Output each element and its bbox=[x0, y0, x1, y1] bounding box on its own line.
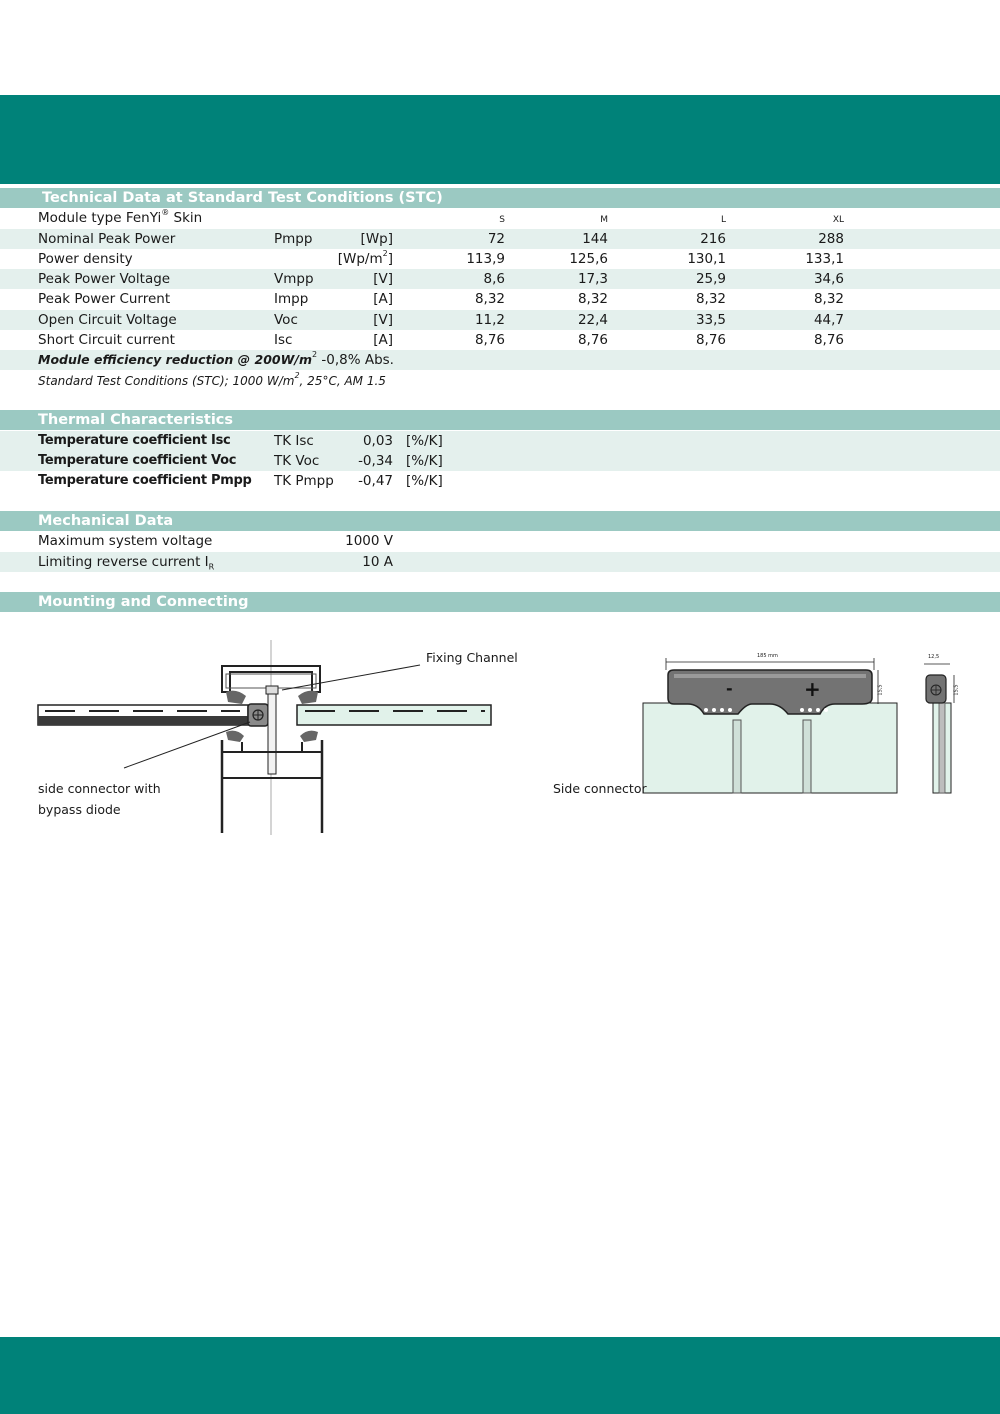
size-m: M bbox=[600, 215, 608, 225]
mechanical-section-header: Mechanical Data bbox=[0, 511, 1000, 531]
row-symbol: Pmpp bbox=[274, 231, 313, 247]
top-color-band bbox=[0, 95, 1000, 184]
row-label: Short Circuit current bbox=[38, 332, 175, 348]
row-label: Peak Power Current bbox=[38, 291, 171, 307]
row-label: Maximum system voltage bbox=[38, 533, 213, 549]
stc-note-row bbox=[0, 371, 1000, 391]
table-row bbox=[0, 330, 1000, 350]
row-unit: [%/K] bbox=[406, 473, 443, 489]
row-label: Nominal Peak Power bbox=[38, 231, 176, 247]
value-xl: 8,76 bbox=[813, 332, 844, 348]
mounting-section-header: Mounting and Connecting bbox=[0, 592, 1000, 612]
dimension-depth-label: 12,5 bbox=[928, 654, 940, 660]
row-symbol: TK Isc bbox=[274, 433, 314, 449]
value-m: 17,3 bbox=[577, 271, 608, 287]
value-l: 8,76 bbox=[695, 332, 726, 348]
value-xl: 34,6 bbox=[813, 271, 844, 287]
row-value: 0,03 bbox=[362, 433, 393, 449]
row-value: 10 A bbox=[362, 554, 393, 570]
value-s: 8,6 bbox=[483, 271, 505, 287]
side-connector-diode-label-1: side connector with bbox=[38, 781, 161, 796]
row-unit: [A] bbox=[373, 291, 393, 307]
row-label: Temperature coefficient Pmpp bbox=[38, 473, 252, 488]
value-m: 22,4 bbox=[577, 312, 608, 328]
value-l: 130,1 bbox=[687, 251, 726, 267]
minus-terminal-icon: - bbox=[726, 679, 733, 698]
value-m: 125,6 bbox=[569, 251, 608, 267]
table-row bbox=[0, 531, 1000, 551]
side-connector-drawing bbox=[630, 650, 970, 800]
value-l: 33,5 bbox=[695, 312, 726, 328]
efficiency-row bbox=[0, 350, 1000, 370]
dimension-width-label: 185 mm bbox=[757, 653, 778, 659]
row-value: -0,47 bbox=[358, 473, 393, 489]
module-type-label: Module type FenYi® Skin bbox=[38, 208, 203, 226]
size-s: S bbox=[499, 215, 505, 225]
row-unit: [A] bbox=[373, 332, 393, 348]
size-l: L bbox=[720, 215, 726, 225]
row-label: Limiting reverse current $I_R$ bbox=[38, 554, 215, 572]
plus-terminal-icon: + bbox=[804, 677, 821, 701]
value-xl: 8,32 bbox=[813, 291, 844, 307]
row-symbol: Impp bbox=[274, 291, 309, 307]
value-s: 72 bbox=[487, 231, 505, 247]
value-l: 216 bbox=[700, 231, 726, 247]
row-symbol: Voc bbox=[274, 312, 298, 328]
row-symbol: Isc bbox=[274, 332, 293, 348]
side-connector-label: Side connector bbox=[553, 781, 647, 796]
row-label: Peak Power Voltage bbox=[38, 271, 171, 287]
table-row bbox=[0, 310, 1000, 330]
row-label: Temperature coefficient Voc bbox=[38, 453, 237, 468]
value-l: 8,32 bbox=[695, 291, 726, 307]
table-row bbox=[0, 451, 1000, 471]
dimension-height-label: 15,5 bbox=[877, 684, 884, 696]
row-label: Temperature coefficient Isc bbox=[38, 433, 231, 448]
table-row bbox=[0, 552, 1000, 572]
table-row bbox=[0, 431, 1000, 451]
thermal-section-header: Thermal Characteristics bbox=[0, 410, 1000, 430]
row-unit: [V] bbox=[373, 271, 393, 287]
value-s: 8,76 bbox=[474, 332, 505, 348]
dimension-height-label-2: 15,5 bbox=[953, 684, 960, 696]
row-value: 1000 V bbox=[345, 533, 393, 549]
bottom-color-band bbox=[0, 1337, 1000, 1414]
value-xl: 133,1 bbox=[805, 251, 844, 267]
value-xl: 44,7 bbox=[813, 312, 844, 328]
value-s: 113,9 bbox=[466, 251, 505, 267]
table-row bbox=[0, 269, 1000, 289]
side-connector-diode-label-2: bypass diode bbox=[38, 802, 121, 817]
row-symbol: TK Voc bbox=[274, 453, 320, 469]
row-symbol: Vmpp bbox=[274, 271, 314, 287]
value-m: 8,32 bbox=[577, 291, 608, 307]
row-label: Open Circuit Voltage bbox=[38, 312, 177, 328]
row-unit: $[Wp/m^2]$ bbox=[337, 249, 393, 267]
value-s: 8,32 bbox=[474, 291, 505, 307]
efficiency-text: Module efficiency reduction @ $200W/m^2$ -0,8% Abs. bbox=[38, 350, 394, 368]
row-unit: [%/K] bbox=[406, 453, 443, 469]
stc-section-header: Technical Data at Standard Test Conditions (STC) bbox=[0, 188, 1000, 208]
value-s: 11,2 bbox=[474, 312, 505, 328]
table-row bbox=[0, 289, 1000, 309]
value-l: 25,9 bbox=[695, 271, 726, 287]
size-xl: XL bbox=[832, 215, 844, 225]
row-unit: [%/K] bbox=[406, 433, 443, 449]
module-type-row bbox=[0, 208, 1000, 228]
table-row bbox=[0, 471, 1000, 491]
value-xl: 288 bbox=[818, 231, 844, 247]
table-row bbox=[0, 249, 1000, 269]
value-m: 144 bbox=[582, 231, 608, 247]
row-value: -0,34 bbox=[358, 453, 393, 469]
stc-note: Standard Test Conditions (STC); 1000 $W/m^2$, 25°C, AM 1.5 bbox=[38, 371, 386, 388]
row-unit: [V] bbox=[373, 312, 393, 328]
value-m: 8,76 bbox=[577, 332, 608, 348]
row-unit: [Wp] bbox=[360, 231, 393, 247]
table-row bbox=[0, 229, 1000, 249]
fixing-channel-label: Fixing Channel bbox=[426, 650, 518, 665]
row-label: Power density bbox=[38, 251, 133, 267]
row-symbol: TK Pmpp bbox=[274, 473, 334, 489]
